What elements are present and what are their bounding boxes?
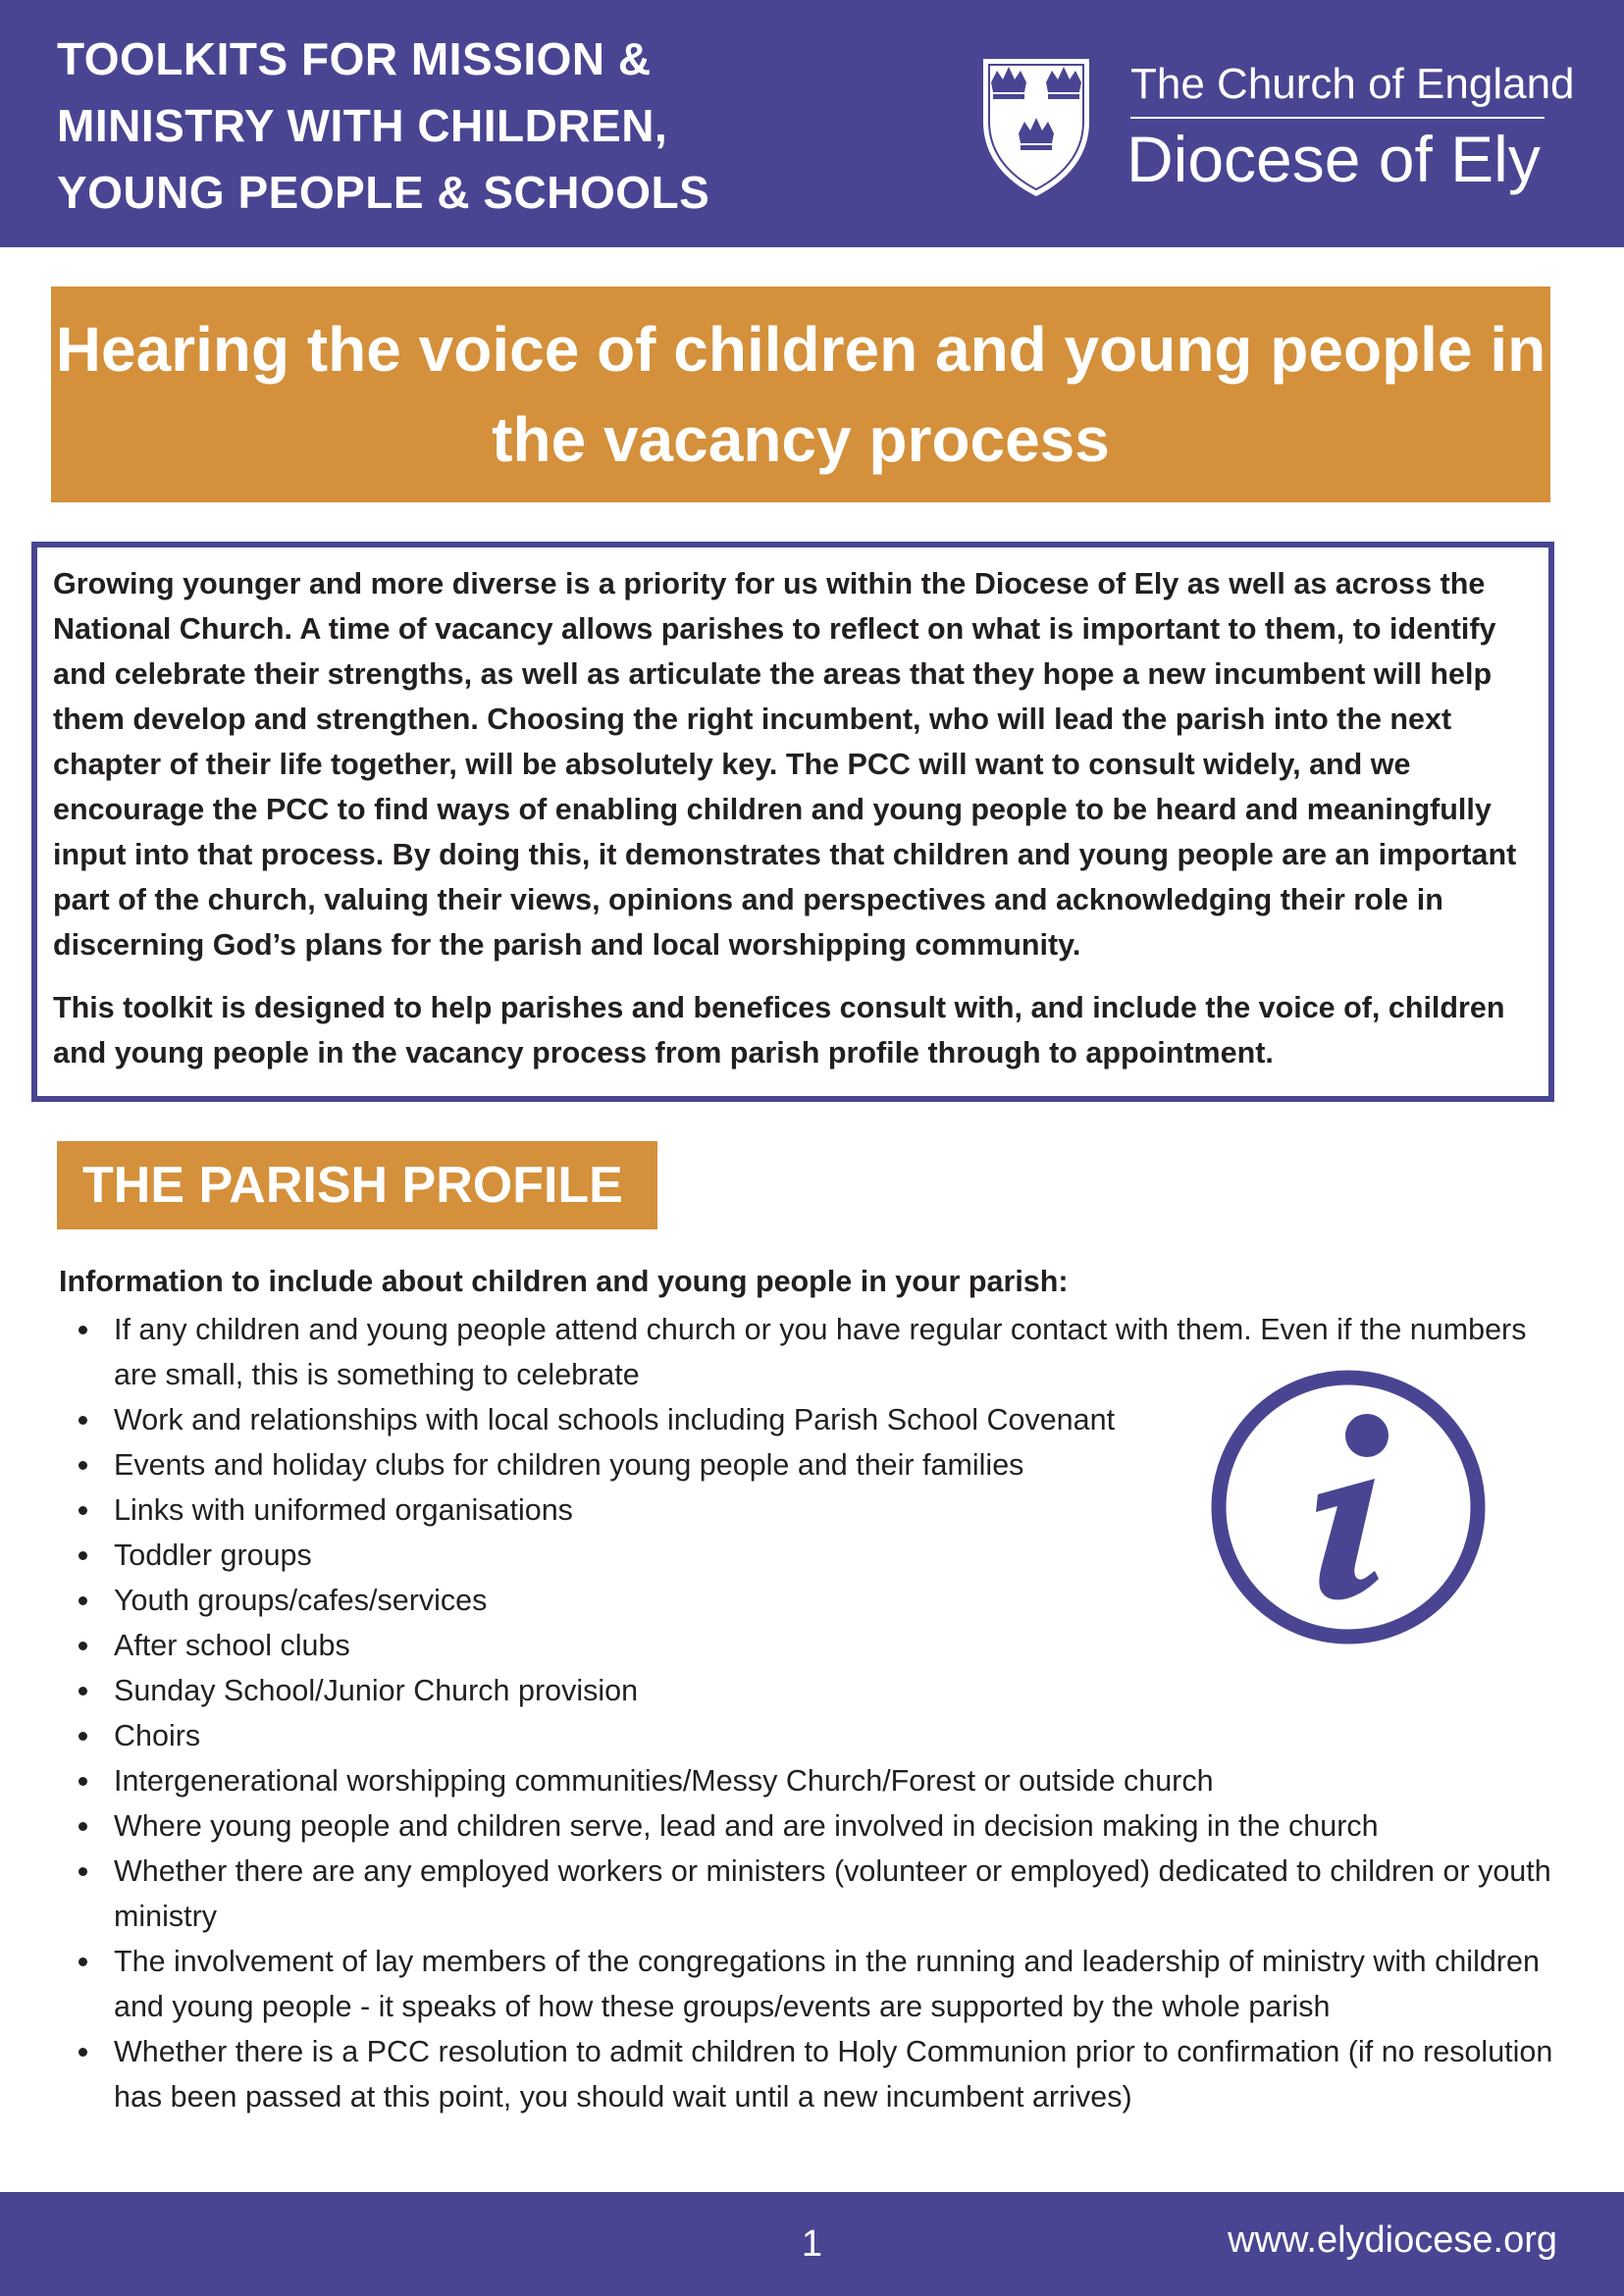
website-link[interactable]: www.elydiocese.org (1228, 2219, 1557, 2261)
logo-church-name: The Church of England (1130, 60, 1575, 108)
toolkit-title-line: YOUNG PEOPLE & SCHOOLS (57, 167, 710, 218)
list-heading: Information to include about children and young people in your parish: (59, 1265, 1069, 1298)
list-item: The involvement of lay members of the congregations in the running and leadership of ministry with children and young people - it speaks of how these groups/events are supported by the whole parish (59, 1939, 1570, 2029)
information-icon (1210, 1369, 1487, 1645)
list-item: Youth groups/cafes/services (59, 1578, 1570, 1623)
logo-divider (1130, 117, 1545, 119)
list-item: Links with uniformed organisations (59, 1487, 1570, 1533)
intro-paragraph: This toolkit is designed to help parishes and benefices consult with, and include the voice of, children and young people in the vacancy process from parish profile through to appointment. (53, 991, 1505, 1070)
diocese-logo (977, 53, 1586, 210)
page-title: Hearing the voice of children and young people in the vacancy process (55, 314, 1546, 475)
list-item: Choirs (59, 1713, 1570, 1758)
logo-diocese-name: Diocese of Ely (1126, 123, 1541, 195)
list-item: Whether there are any employed workers or ministers (volunteer or employed) dedicated to children or youth ministry (59, 1849, 1570, 1939)
list-item: Sunday School/Junior Church provision (59, 1668, 1570, 1713)
page-header (0, 0, 1624, 247)
list-item: Intergenerational worshipping communities/Messy Church/Forest or outside church (59, 1758, 1570, 1803)
page-number: 1 (801, 2223, 823, 2265)
list-item: After school clubs (59, 1623, 1570, 1668)
list-item: Whether there is a PCC resolution to admit children to Holy Communion prior to confirmation (if no resolution has been passed at this point, you should wait until a new incumbent arrives) (59, 2029, 1570, 2119)
intro-box (31, 542, 1554, 1102)
intro-paragraph: Growing younger and more diverse is a priority for us within the Diocese of Ely as well as across the National Church. A time of vacancy allows parishes to reflect on what is important to them, to identify and celebrate their strengths, as well as articulate the areas that they hope a new incumbent will help them develop and strengthen. Choosing the right incumbent, who will lead the parish into the next chapter of their life together, will be absolutely key. The PCC will want to consult widely, and we encourage the PCC to find ways of enabling children and young people to be heard and meaningfully input into that process. By doing this, it demonstrates that children and young people are an important part of the church, valuing their views, opinions and perspectives and acknowledging their role in discerning God’s plans for the parish and local worshipping community. (53, 567, 1517, 962)
toolkit-title-line: MINISTRY WITH CHILDREN, (57, 100, 668, 151)
title-banner (51, 287, 1550, 502)
section-heading-tab (57, 1141, 657, 1229)
list-item: Toddler groups (59, 1533, 1570, 1578)
list-item: Where young people and children serve, lead and are involved in decision making in the church (59, 1803, 1570, 1849)
toolkit-title (57, 26, 744, 226)
list-item: Work and relationships with local schools including Parish School Covenant (59, 1397, 1570, 1442)
page-footer (0, 2192, 1624, 2296)
list-item: Events and holiday clubs for children young people and their families (59, 1442, 1570, 1487)
toolkit-title-line: TOOLKITS FOR MISSION & (57, 33, 652, 84)
three-crowns-shield-icon (977, 53, 1095, 200)
list-item: If any children and young people attend church or you have regular contact with them. Even if the numbers are small, this is something to celebrate (59, 1307, 1570, 1397)
section-heading: THE PARISH PROFILE (82, 1157, 623, 1214)
